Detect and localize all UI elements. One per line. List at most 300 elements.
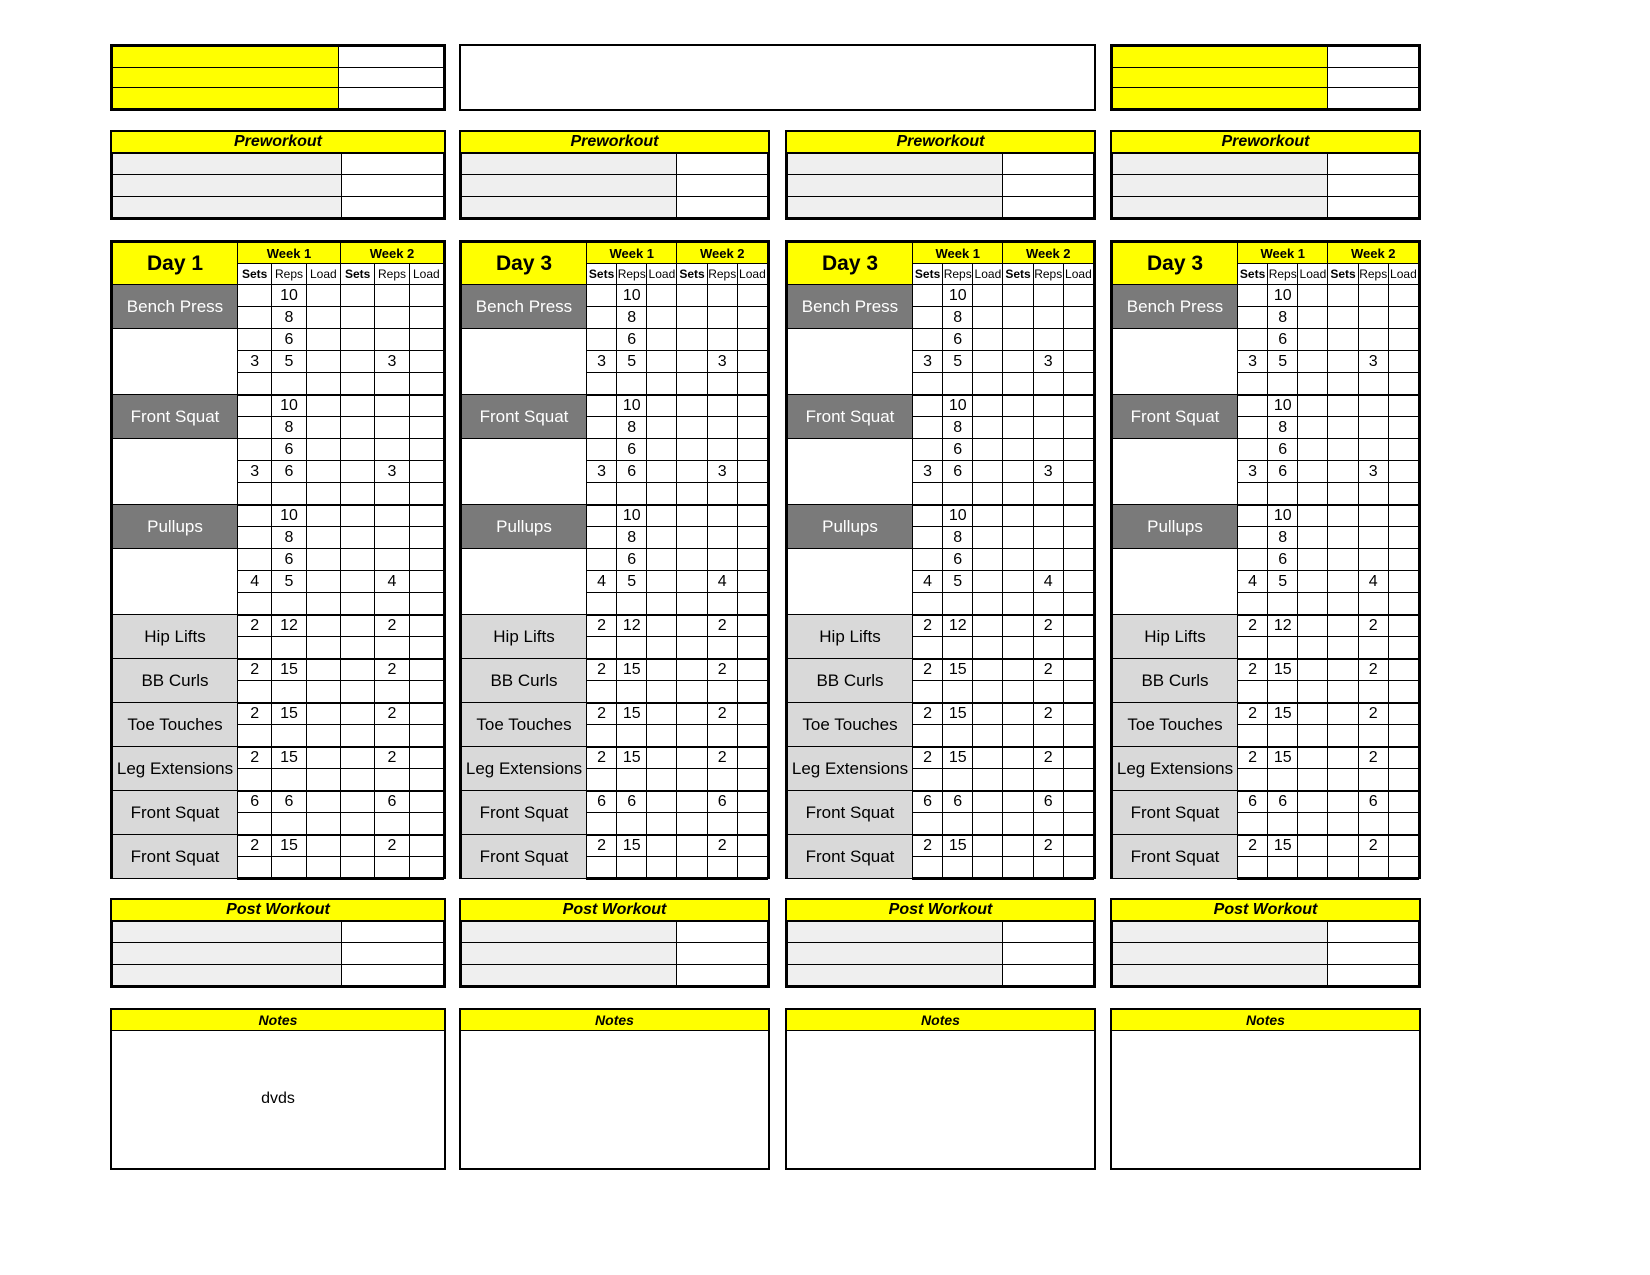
post-workout-value-cell[interactable] [677,943,768,964]
exercise-cell[interactable] [1003,549,1033,571]
exercise-cell[interactable]: 2 [587,659,617,681]
exercise-cell[interactable] [341,483,375,505]
exercise-cell[interactable] [707,857,737,879]
exercise-cell[interactable] [1388,395,1418,417]
exercise-cell[interactable] [1003,571,1033,593]
exercise-cell[interactable] [1298,747,1328,769]
exercise-cell[interactable]: 2 [587,747,617,769]
exercise-cell[interactable]: 3 [1238,461,1268,483]
exercise-cell[interactable] [1033,373,1063,395]
exercise-cell[interactable] [1003,791,1033,813]
exercise-cell[interactable] [587,483,617,505]
exercise-cell[interactable] [677,857,707,879]
exercise-cell[interactable] [1388,329,1418,351]
exercise-cell[interactable] [409,571,443,593]
exercise-cell[interactable] [677,835,707,857]
exercise-cell[interactable] [238,813,272,835]
exercise-cell[interactable] [737,681,767,703]
exercise-cell[interactable] [913,417,943,439]
exercise-cell[interactable] [737,417,767,439]
exercise-cell[interactable] [1328,461,1358,483]
exercise-cell[interactable]: 6 [238,791,272,813]
exercise-cell[interactable] [617,593,647,615]
exercise-cell[interactable] [973,307,1003,329]
exercise-cell[interactable]: 8 [617,417,647,439]
exercise-cell[interactable]: 3 [587,461,617,483]
exercise-cell[interactable] [1298,791,1328,813]
exercise-cell[interactable]: 15 [272,703,306,725]
exercise-cell[interactable] [341,769,375,791]
exercise-cell[interactable]: 3 [913,461,943,483]
exercise-cell[interactable]: 3 [1033,351,1063,373]
exercise-cell[interactable] [617,813,647,835]
exercise-cell[interactable] [707,593,737,615]
info-label-cell[interactable] [113,47,339,68]
exercise-cell[interactable]: 5 [272,571,306,593]
exercise-cell[interactable] [587,307,617,329]
exercise-name[interactable]: Pullups [788,505,913,549]
exercise-cell[interactable] [1358,373,1388,395]
exercise-cell[interactable]: 8 [272,307,306,329]
exercise-notes-cell[interactable] [788,549,913,615]
exercise-cell[interactable] [737,439,767,461]
exercise-cell[interactable] [943,637,973,659]
exercise-cell[interactable]: 2 [375,747,409,769]
exercise-cell[interactable] [1388,659,1418,681]
preworkout-item-cell[interactable] [462,154,677,175]
exercise-cell[interactable] [737,835,767,857]
exercise-cell[interactable] [1063,769,1093,791]
exercise-cell[interactable] [306,307,340,329]
exercise-cell[interactable] [272,637,306,659]
exercise-cell[interactable] [1268,373,1298,395]
exercise-cell[interactable] [341,527,375,549]
exercise-cell[interactable] [737,637,767,659]
exercise-cell[interactable] [973,549,1003,571]
exercise-cell[interactable] [677,593,707,615]
exercise-cell[interactable] [272,857,306,879]
exercise-cell[interactable] [1063,395,1093,417]
exercise-cell[interactable] [647,857,677,879]
exercise-cell[interactable] [238,725,272,747]
exercise-cell[interactable] [587,417,617,439]
post-workout-item-cell[interactable] [1113,922,1328,943]
exercise-cell[interactable] [1238,483,1268,505]
exercise-cell[interactable] [1328,505,1358,527]
exercise-cell[interactable] [587,681,617,703]
exercise-cell[interactable] [617,483,647,505]
post-workout-value-cell[interactable] [1003,943,1094,964]
exercise-cell[interactable] [647,571,677,593]
exercise-cell[interactable] [737,659,767,681]
exercise-name[interactable]: Bench Press [113,285,238,329]
exercise-cell[interactable] [1298,417,1328,439]
exercise-cell[interactable] [1033,395,1063,417]
exercise-cell[interactable] [306,791,340,813]
exercise-cell[interactable] [1063,527,1093,549]
exercise-cell[interactable]: 15 [1268,747,1298,769]
exercise-cell[interactable] [913,593,943,615]
exercise-cell[interactable] [272,725,306,747]
exercise-cell[interactable] [1238,439,1268,461]
exercise-cell[interactable] [375,285,409,307]
exercise-cell[interactable] [973,835,1003,857]
exercise-cell[interactable] [409,659,443,681]
exercise-cell[interactable] [306,637,340,659]
exercise-cell[interactable] [707,549,737,571]
exercise-cell[interactable] [341,813,375,835]
exercise-name[interactable]: Toe Touches [462,703,587,747]
exercise-cell[interactable] [409,637,443,659]
exercise-cell[interactable] [913,637,943,659]
exercise-cell[interactable]: 3 [707,351,737,373]
exercise-cell[interactable] [1298,593,1328,615]
post-workout-item-cell[interactable] [462,943,677,964]
exercise-cell[interactable]: 4 [587,571,617,593]
exercise-cell[interactable] [1328,483,1358,505]
exercise-cell[interactable] [1388,439,1418,461]
exercise-cell[interactable]: 4 [238,571,272,593]
exercise-name[interactable]: Hip Lifts [113,615,238,659]
exercise-cell[interactable]: 10 [617,285,647,307]
exercise-cell[interactable] [1328,571,1358,593]
exercise-cell[interactable] [1063,439,1093,461]
exercise-cell[interactable]: 15 [272,747,306,769]
exercise-cell[interactable] [617,373,647,395]
exercise-cell[interactable] [375,417,409,439]
post-workout-value-cell[interactable] [342,964,444,985]
exercise-cell[interactable]: 2 [375,703,409,725]
exercise-notes-cell[interactable] [113,439,238,505]
exercise-name[interactable]: Front Squat [113,835,238,879]
exercise-cell[interactable]: 3 [238,461,272,483]
exercise-cell[interactable]: 3 [1358,351,1388,373]
exercise-cell[interactable]: 8 [1268,417,1298,439]
exercise-cell[interactable]: 6 [707,791,737,813]
exercise-cell[interactable] [587,637,617,659]
exercise-cell[interactable] [1063,637,1093,659]
exercise-cell[interactable] [587,813,617,835]
exercise-cell[interactable]: 2 [913,615,943,637]
exercise-cell[interactable] [1063,505,1093,527]
exercise-cell[interactable] [375,857,409,879]
exercise-cell[interactable] [1268,769,1298,791]
preworkout-item-cell[interactable] [1113,175,1328,196]
exercise-cell[interactable] [1358,439,1388,461]
exercise-cell[interactable] [647,351,677,373]
exercise-cell[interactable] [1388,527,1418,549]
exercise-cell[interactable] [306,285,340,307]
exercise-cell[interactable] [1388,351,1418,373]
exercise-cell[interactable]: 6 [272,461,306,483]
exercise-cell[interactable] [1358,813,1388,835]
exercise-cell[interactable] [647,791,677,813]
preworkout-value-cell[interactable] [1328,154,1419,175]
exercise-cell[interactable] [1063,373,1093,395]
exercise-cell[interactable]: 3 [375,461,409,483]
exercise-cell[interactable] [913,681,943,703]
exercise-cell[interactable] [1298,285,1328,307]
exercise-cell[interactable]: 6 [272,329,306,351]
exercise-cell[interactable] [737,857,767,879]
exercise-name[interactable]: Hip Lifts [462,615,587,659]
exercise-cell[interactable]: 15 [272,835,306,857]
exercise-cell[interactable] [913,439,943,461]
post-workout-value-cell[interactable] [1328,922,1419,943]
exercise-cell[interactable] [238,307,272,329]
exercise-cell[interactable] [707,439,737,461]
exercise-cell[interactable] [1238,593,1268,615]
exercise-cell[interactable]: 4 [375,571,409,593]
exercise-cell[interactable] [973,791,1003,813]
exercise-cell[interactable] [973,637,1003,659]
exercise-cell[interactable] [1358,483,1388,505]
exercise-cell[interactable] [1033,483,1063,505]
preworkout-item-cell[interactable] [788,196,1003,217]
exercise-cell[interactable] [238,439,272,461]
exercise-cell[interactable] [1033,285,1063,307]
exercise-cell[interactable] [1328,703,1358,725]
exercise-cell[interactable] [238,857,272,879]
exercise-cell[interactable]: 2 [1238,615,1268,637]
exercise-name[interactable]: Bench Press [462,285,587,329]
exercise-notes-cell[interactable] [1113,549,1238,615]
exercise-cell[interactable] [707,725,737,747]
exercise-cell[interactable]: 3 [375,351,409,373]
exercise-cell[interactable] [1063,461,1093,483]
exercise-cell[interactable] [409,791,443,813]
exercise-cell[interactable]: 15 [1268,659,1298,681]
exercise-cell[interactable]: 12 [1268,615,1298,637]
exercise-cell[interactable] [677,681,707,703]
exercise-cell[interactable] [341,615,375,637]
exercise-cell[interactable] [1328,417,1358,439]
exercise-cell[interactable] [409,527,443,549]
exercise-cell[interactable] [677,351,707,373]
exercise-cell[interactable] [341,307,375,329]
exercise-name[interactable]: Front Squat [1113,395,1238,439]
post-workout-item-cell[interactable] [1113,943,1328,964]
exercise-cell[interactable]: 2 [1358,747,1388,769]
exercise-cell[interactable] [1358,505,1388,527]
exercise-cell[interactable]: 2 [238,835,272,857]
preworkout-item-cell[interactable] [788,175,1003,196]
exercise-cell[interactable] [737,373,767,395]
exercise-cell[interactable] [1063,549,1093,571]
exercise-cell[interactable]: 8 [943,527,973,549]
exercise-cell[interactable] [647,703,677,725]
exercise-cell[interactable] [973,395,1003,417]
exercise-cell[interactable] [973,681,1003,703]
exercise-cell[interactable] [677,329,707,351]
exercise-cell[interactable] [737,461,767,483]
exercise-cell[interactable]: 15 [943,747,973,769]
exercise-name[interactable]: Leg Extensions [1113,747,1238,791]
exercise-cell[interactable]: 6 [617,791,647,813]
exercise-name[interactable]: Front Squat [788,791,913,835]
exercise-cell[interactable] [341,351,375,373]
exercise-cell[interactable]: 8 [272,417,306,439]
exercise-cell[interactable] [1328,659,1358,681]
exercise-cell[interactable]: 6 [272,549,306,571]
exercise-cell[interactable] [1358,285,1388,307]
exercise-cell[interactable] [647,835,677,857]
exercise-cell[interactable] [306,351,340,373]
exercise-cell[interactable] [409,703,443,725]
exercise-cell[interactable] [1063,791,1093,813]
exercise-cell[interactable] [1328,791,1358,813]
exercise-notes-cell[interactable] [462,549,587,615]
exercise-cell[interactable] [677,439,707,461]
exercise-name[interactable]: Bench Press [1113,285,1238,329]
exercise-cell[interactable] [973,593,1003,615]
exercise-cell[interactable]: 2 [238,659,272,681]
exercise-cell[interactable] [737,813,767,835]
exercise-cell[interactable] [677,373,707,395]
exercise-cell[interactable] [1003,439,1033,461]
exercise-cell[interactable]: 2 [238,747,272,769]
exercise-cell[interactable] [913,505,943,527]
exercise-cell[interactable] [737,747,767,769]
post-workout-value-cell[interactable] [1328,943,1419,964]
exercise-cell[interactable]: 6 [272,439,306,461]
exercise-cell[interactable] [1033,329,1063,351]
exercise-cell[interactable] [238,373,272,395]
exercise-cell[interactable] [913,857,943,879]
exercise-cell[interactable]: 15 [1268,703,1298,725]
exercise-cell[interactable] [973,769,1003,791]
exercise-cell[interactable]: 2 [1358,659,1388,681]
exercise-cell[interactable]: 6 [1268,439,1298,461]
exercise-cell[interactable] [1003,417,1033,439]
exercise-cell[interactable] [647,461,677,483]
preworkout-value-cell[interactable] [677,154,768,175]
exercise-cell[interactable] [587,527,617,549]
exercise-cell[interactable] [1328,285,1358,307]
exercise-cell[interactable]: 2 [587,835,617,857]
exercise-cell[interactable] [341,791,375,813]
exercise-cell[interactable] [238,417,272,439]
exercise-cell[interactable]: 8 [1268,307,1298,329]
exercise-cell[interactable] [1298,549,1328,571]
exercise-cell[interactable] [973,813,1003,835]
exercise-cell[interactable]: 15 [617,747,647,769]
exercise-cell[interactable] [1238,395,1268,417]
exercise-cell[interactable] [1063,351,1093,373]
exercise-notes-cell[interactable] [788,329,913,395]
exercise-cell[interactable] [1003,659,1033,681]
exercise-name[interactable]: Toe Touches [788,703,913,747]
exercise-cell[interactable]: 6 [587,791,617,813]
exercise-cell[interactable] [238,505,272,527]
exercise-cell[interactable] [1388,285,1418,307]
exercise-cell[interactable] [913,285,943,307]
exercise-cell[interactable]: 10 [943,285,973,307]
exercise-cell[interactable]: 2 [707,747,737,769]
exercise-cell[interactable] [707,681,737,703]
exercise-cell[interactable] [1003,505,1033,527]
exercise-cell[interactable] [1298,461,1328,483]
info-value-cell[interactable] [339,47,444,68]
exercise-cell[interactable]: 10 [272,505,306,527]
exercise-cell[interactable]: 4 [707,571,737,593]
exercise-cell[interactable] [1033,417,1063,439]
exercise-cell[interactable] [1003,307,1033,329]
exercise-cell[interactable] [737,395,767,417]
exercise-cell[interactable]: 5 [943,571,973,593]
exercise-cell[interactable] [238,285,272,307]
exercise-cell[interactable] [677,703,707,725]
exercise-cell[interactable] [973,483,1003,505]
exercise-cell[interactable] [1238,637,1268,659]
exercise-cell[interactable] [913,307,943,329]
exercise-cell[interactable] [306,615,340,637]
exercise-cell[interactable] [1063,307,1093,329]
preworkout-item-cell[interactable] [113,154,342,175]
exercise-cell[interactable] [306,505,340,527]
exercise-cell[interactable] [707,395,737,417]
exercise-cell[interactable] [1033,439,1063,461]
exercise-cell[interactable]: 2 [1033,615,1063,637]
exercise-cell[interactable]: 2 [1033,659,1063,681]
exercise-cell[interactable] [1063,329,1093,351]
exercise-cell[interactable]: 6 [1238,791,1268,813]
exercise-cell[interactable] [1033,549,1063,571]
exercise-cell[interactable] [341,571,375,593]
exercise-cell[interactable]: 6 [1268,461,1298,483]
info-label-cell[interactable] [1113,88,1328,109]
exercise-cell[interactable] [1033,813,1063,835]
exercise-cell[interactable] [1388,373,1418,395]
exercise-cell[interactable] [1268,637,1298,659]
exercise-cell[interactable]: 15 [943,659,973,681]
exercise-cell[interactable] [375,373,409,395]
preworkout-value-cell[interactable] [342,154,444,175]
exercise-cell[interactable] [409,307,443,329]
exercise-cell[interactable] [1063,571,1093,593]
exercise-cell[interactable]: 6 [1268,549,1298,571]
exercise-cell[interactable] [341,857,375,879]
notes-text[interactable]: dvds [261,1090,295,1107]
exercise-cell[interactable] [737,593,767,615]
exercise-cell[interactable] [1388,857,1418,879]
exercise-cell[interactable] [1003,835,1033,857]
exercise-cell[interactable] [617,637,647,659]
exercise-cell[interactable]: 6 [943,329,973,351]
exercise-cell[interactable] [913,549,943,571]
exercise-cell[interactable] [913,769,943,791]
info-label-cell[interactable] [1113,67,1328,88]
exercise-cell[interactable]: 4 [1238,571,1268,593]
exercise-cell[interactable] [587,373,617,395]
exercise-cell[interactable] [1298,769,1328,791]
exercise-cell[interactable] [1238,505,1268,527]
exercise-cell[interactable] [973,527,1003,549]
exercise-cell[interactable] [409,857,443,879]
exercise-cell[interactable] [1003,681,1033,703]
exercise-cell[interactable] [1238,329,1268,351]
exercise-cell[interactable] [341,439,375,461]
preworkout-value-cell[interactable] [1003,154,1094,175]
exercise-cell[interactable] [1328,637,1358,659]
exercise-cell[interactable] [1298,329,1328,351]
exercise-name[interactable]: Pullups [113,505,238,549]
exercise-cell[interactable] [306,527,340,549]
exercise-name[interactable]: BB Curls [788,659,913,703]
exercise-cell[interactable] [617,857,647,879]
exercise-cell[interactable] [1063,725,1093,747]
exercise-cell[interactable]: 8 [1268,527,1298,549]
